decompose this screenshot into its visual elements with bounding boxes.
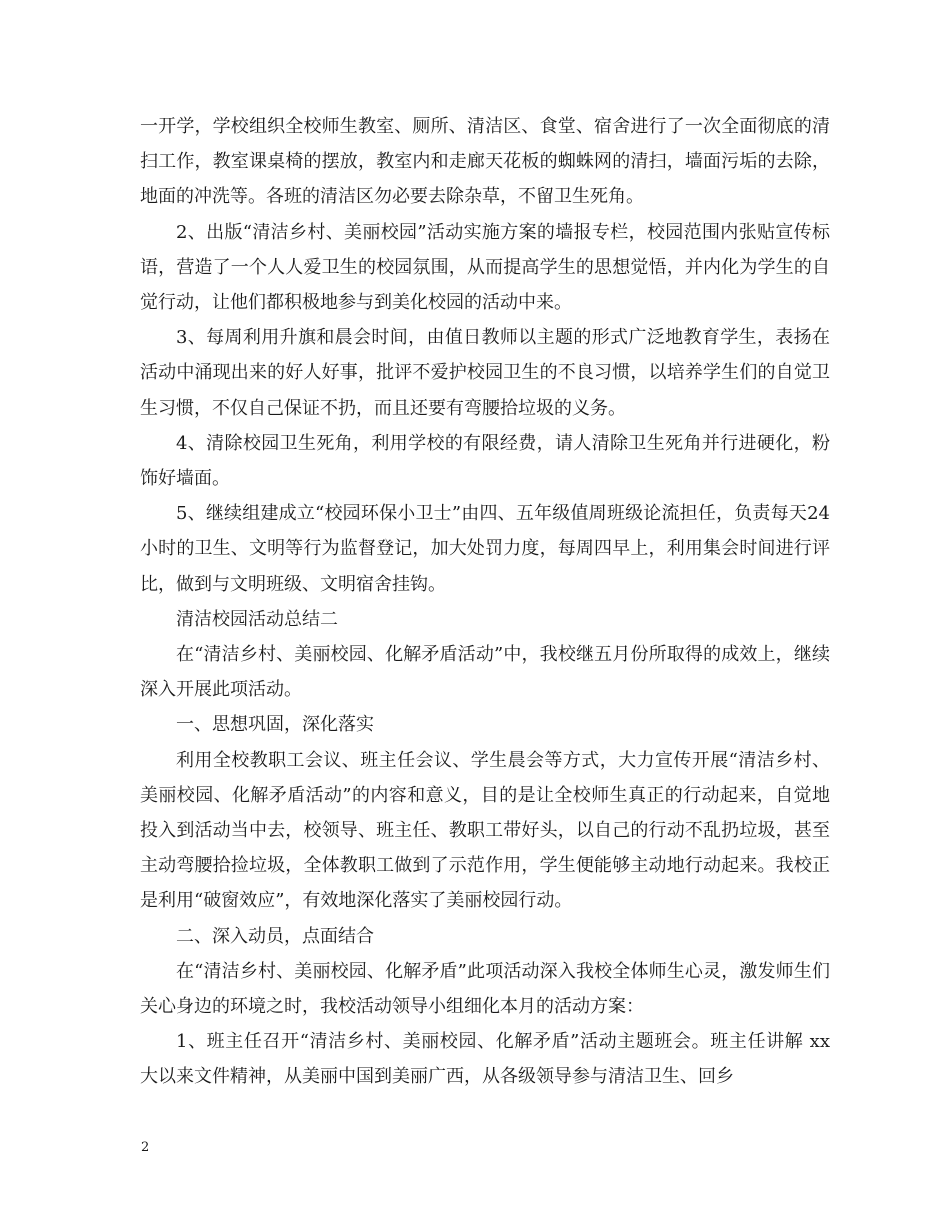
document-body bbox=[140, 109, 830, 1095]
paragraph-11: 在“清洁乡村、美丽校园、化解矛盾”此项活动深入我校全体师生心灵，激发师生们关心身边的环境之时，我校活动领导小组细化本月的活动方案： bbox=[140, 960, 830, 1018]
paragraph-4: 4、清除校园卫生死角，利用学校的有限经费，请人清除卫生死角并行进硬化，粉饰好墙面。 bbox=[140, 432, 830, 490]
paragraph-5: 5、继续组建成立“校园环保小卫士”由四、五年级值周班级论流担任，负责每天24小时的卫生、文明等行为监督登记，加大处罚力度，每周四早上，利用集会时间进行评比，做到与文明班级、文明宿舍挂钩。 bbox=[140, 503, 830, 595]
heading-2: 二、深入动员，点面结合 bbox=[176, 925, 374, 947]
paragraph-3: 3、每周利用升旗和晨会时间，由值日教师以主题的形式广泛地教育学生，表扬在活动中涌现出来的好人好事，批评不爱护校园卫生的不良习惯，以培养学生们的自觉卫生习惯，不仅自己保证不扔，而且还要有弯腰拾垃圾的义务。 bbox=[140, 327, 830, 419]
section-title: 清洁校园活动总结二 bbox=[176, 608, 338, 630]
page-number: 2 bbox=[141, 1140, 150, 1155]
paragraph-9: 利用全校教职工会议、班主任会议、学生晨会等方式，大力宣传开展“清洁乡村、美丽校园、化解矛盾活动”的内容和意义，目的是让全校师生真正的行动起来，自觉地投入到活动当中去，校领导、班主任、教职工带好头，以自己的行动不乱扔垃圾，甚至主动弯腰拾捡垃圾，全体教职工做到了示范作用，学生便能够主动地行动起来。我校正是利用“破窗效应”，有效地深化落实了美丽校园行动。 bbox=[140, 749, 830, 912]
paragraph-1: 一开学，学校组织全校师生教室、厕所、清洁区、食堂、宿舍进行了一次全面彻底的清扫工作，教室课桌椅的摆放，教室内和走廊天花板的蜘蛛网的清扫，墙面污垢的去除，地面的冲洗等。各班的清洁区勿必要去除杂草，不留卫生死角。 bbox=[140, 116, 830, 208]
heading-1: 一、思想巩固，深化落实 bbox=[176, 714, 374, 736]
paragraph-12: 1、班主任召开“清洁乡村、美丽校园、化解矛盾”活动主题班会。班主任讲解 xx 大以来文件精神，从美丽中国到美丽广西，从各级领导参与清洁卫生、回乡 bbox=[140, 1031, 830, 1088]
paragraph-2: 2、出版“清洁乡村、美丽校园”活动实施方案的墙报专栏，校园范围内张贴宣传标语，营造了一个人人爱卫生的校园氛围，从而提高学生的思想觉悟，并内化为学生的自觉行动，让他们都积极地参与到美化校园的活动中来。 bbox=[140, 221, 830, 314]
paragraph-7: 在“清洁乡村、美丽校园、化解矛盾活动”中，我校继五月份所取得的成效上，继续深入开展此项活动。 bbox=[140, 644, 830, 701]
